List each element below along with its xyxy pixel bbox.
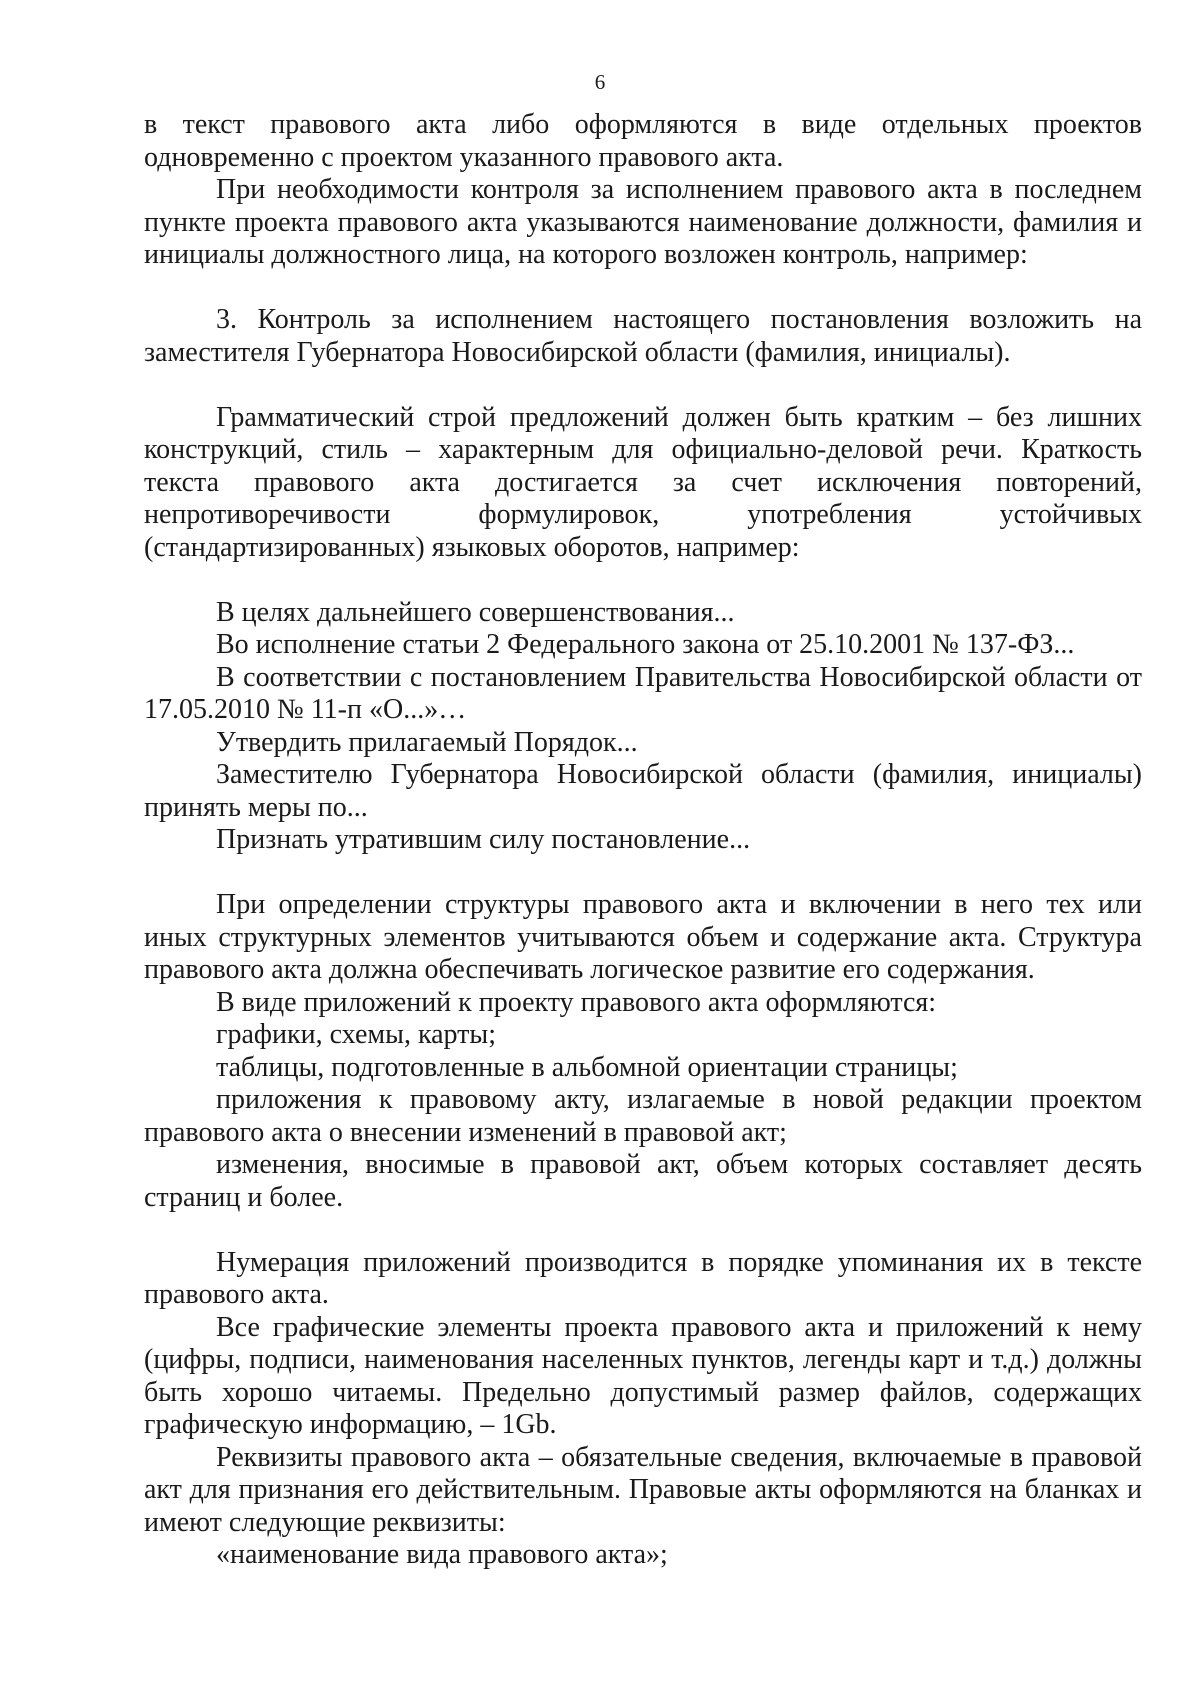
page-number: 6 xyxy=(594,70,606,94)
paragraph-appendices-intro: В виде приложений к проекту правового акта оформляются: xyxy=(216,986,937,1018)
list-item-tables: таблицы, подготовленные в альбомной ориентации страницы; xyxy=(216,1051,958,1083)
paragraph-requisites: Реквизиты правового акта – обязательные сведения, включаемые в правовой акт для признания его действительным. Правовые акты оформляются на бланках и имеют следующие реквизиты: xyxy=(144,1441,1142,1538)
blank-line xyxy=(144,564,1142,597)
example-phrase-1: В целях дальнейшего совершенствования... xyxy=(216,596,735,628)
requisite-item-1: «наименование вида правового акта»; xyxy=(216,1539,668,1570)
document-body xyxy=(144,109,1142,1572)
list-item-new-edition: приложения к правовому акту, излагаемые в новой редакции проектом правового акта о внесении изменений в правовой акт; xyxy=(144,1084,1142,1148)
blank-line xyxy=(144,857,1142,890)
paragraph-continuation-line2: одновременно с проектом указанного правового акта. xyxy=(144,141,784,173)
example-phrase-5: Заместителю Губернатора Новосибирской области (фамилия, инициалы) принять меры по... xyxy=(144,759,1142,823)
paragraph-grammar: Грамматический строй предложений должен быть кратким – без лишних конструкций, стиль – характерным для официально-деловой речи. Краткость текста правового акта достигается за счет исключения повторений, непротиворечивости формулировок, употребления устойчивых (стандартизированных) языковых оборотов, например: xyxy=(144,401,1142,563)
list-item-changes: изменения, вносимые в правовой акт, объем которых составляет десять страниц и более. xyxy=(144,1149,1142,1213)
example-phrase-3: В соответствии с постановлением Правительства Новосибирской области от 17.05.2010 № 11-п «О...»… xyxy=(144,661,1142,725)
example-phrase-6: Признать утратившим силу постановление... xyxy=(216,824,751,855)
paragraph-graphics: Все графические элементы проекта правового акта и приложений к нему (цифры, подписи, наименования населенных пунктов, легенды карт и т.д.) должны быть хорошо читаемы. Предельно допустимый размер файлов, содержащих графическую информацию, – 1Gb. xyxy=(144,1311,1142,1440)
list-item-graphics: графики, схемы, карты; xyxy=(216,1019,497,1050)
blank-line xyxy=(144,369,1142,402)
paragraph-structure: При определении структуры правового акта и включении в него тех или иных структурных элементов учитываются объем и содержание акта. Структура правового акта должна обеспечивать логическое развитие его содержания. xyxy=(144,889,1142,985)
blank-line xyxy=(144,1214,1142,1247)
paragraph-numbering: Нумерация приложений производится в порядке упоминания их в тексте правового акта. xyxy=(144,1246,1142,1310)
paragraph-control: При необходимости контроля за исполнением правового акта в последнем пункте проекта правового акта указываются наименование должности, фамилия и инициалы должностного лица, на которого возложен контроль, например: xyxy=(144,174,1142,270)
example-control-clause: 3. Контроль за исполнением настоящего постановления возложить на заместителя Губернатора Новосибирской области (фамилия, инициалы). xyxy=(144,304,1142,368)
blank-line xyxy=(144,272,1142,305)
example-phrase-2: Во исполнение статьи 2 Федерального закона от 25.10.2001 № 137-ФЗ... xyxy=(216,629,1075,660)
example-phrase-4: Утвердить прилагаемый Порядок... xyxy=(216,726,638,758)
paragraph-continuation-line1: в текст правового акта либо оформляются в виде отдельных проектов xyxy=(144,109,1142,140)
